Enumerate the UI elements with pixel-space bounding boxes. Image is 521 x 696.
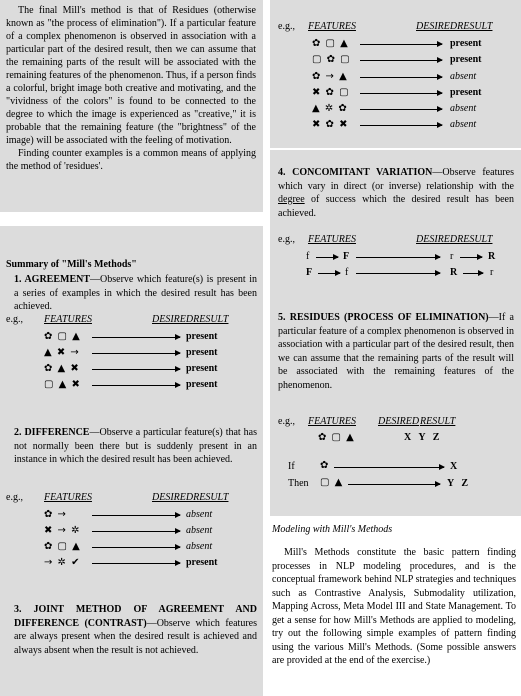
difference-row-3-features: ✿ ▢ ▲ xyxy=(44,541,81,553)
arrow xyxy=(356,257,440,258)
difference-row-4-result: present xyxy=(186,557,218,568)
joint-row-5-result: absent xyxy=(450,103,477,114)
difference-row-1-result: absent xyxy=(186,509,213,520)
features-header: FEATURES xyxy=(44,314,92,325)
residues-row-result: X Y Z xyxy=(404,432,440,443)
arrow xyxy=(92,337,180,338)
arrow xyxy=(92,547,180,548)
difference-row-2-result: absent xyxy=(186,525,213,536)
agreement-row-3-features: ✿ ▲ ✖ xyxy=(44,363,80,375)
intro-text xyxy=(6,4,256,173)
joint-row-3-result: absent xyxy=(450,71,477,82)
agreement-row-4-result: present xyxy=(186,379,218,390)
arrow xyxy=(360,93,442,94)
joint-row-3-features: ✿ → ▲ xyxy=(312,71,348,83)
agreement-row-1-result: present xyxy=(186,331,218,342)
arrow xyxy=(316,257,338,258)
eg-label: e.g., xyxy=(278,21,295,32)
arrow xyxy=(360,77,442,78)
difference-row-2-features: ✖ → ✲ xyxy=(44,525,81,537)
concomitant-row-1-r: r xyxy=(450,251,454,262)
arrow xyxy=(334,467,444,468)
summary-heading: Summary of "Mill's Methods" xyxy=(6,259,137,270)
desired-result-header: DESIREDRESULT xyxy=(152,314,229,325)
joint-row-4-features: ✖ ✿ ▢ xyxy=(312,87,350,99)
desired-result-header: DESIREDRESULT xyxy=(416,234,493,245)
arrow xyxy=(356,273,440,274)
features-header: FEATURES xyxy=(44,492,92,503)
residues-desc: —If a particular feature of a complex phenomenon is observed in association with a particular part of the desired result, then we can assume that the remaining parts of the result will be associated with the remaining features of the phenomenon. xyxy=(278,312,514,391)
arrow xyxy=(360,109,442,110)
difference-title: 2. DIFFERENCE xyxy=(14,427,90,438)
features-header: FEATURES xyxy=(308,21,356,32)
modeling-heading: Modeling with Mill's Methods xyxy=(272,524,393,535)
arrow xyxy=(360,60,442,61)
eg-label: e.g., xyxy=(278,416,295,427)
residues-example xyxy=(278,415,516,435)
concomitant-row-2-r: r xyxy=(490,267,494,278)
agreement-title: 1. AGREEMENT xyxy=(14,274,91,285)
residues-then-result: Y Z xyxy=(447,478,469,489)
agreement-text xyxy=(14,273,257,314)
difference-row-3-result: absent xyxy=(186,541,213,552)
residues-text xyxy=(278,311,514,392)
agreement-row-2-features: ▲ ✖ → xyxy=(44,347,80,359)
concomitant-degree: degree xyxy=(278,194,305,205)
arrow xyxy=(92,563,180,564)
joint-text xyxy=(14,603,257,657)
concomitant-title: 4. CONCOMITANT VARIATION xyxy=(278,167,433,178)
arrow xyxy=(360,125,442,126)
arrow xyxy=(318,273,340,274)
joint-row-2-features: ▢ ✿ ▢ xyxy=(312,54,351,66)
difference-row-1-features: ✿ → xyxy=(44,509,67,521)
arrow xyxy=(460,257,482,258)
concomitant-example xyxy=(278,233,516,253)
concomitant-row-2-f: f xyxy=(345,267,349,278)
difference-text xyxy=(14,426,257,467)
intro-paragraph-2: Finding counter examples is a common means of applying the method of 'residues'. xyxy=(6,148,256,172)
modeling-paragraph: Mill's Methods constitute the basic pattern finding processes in NLP modeling procedures, and is the conceptual framework behind NLP strategies and techniques such as Contrastive Analysis, Submodality utilization, Mapping Across, Meta Model III and State Management. To get a sense for how Mill's Methods are applied to modeling, try out the following simple examples of pattern finding using the various Mill's Methods. (Some possible answers are provided at the end of the exercise.) xyxy=(272,547,516,666)
joint-title: 3. JOINT METHOD OF AGREEMENT AND DIFFERENCE (CONTRAST) xyxy=(14,604,257,629)
concomitant-row-1-f: f xyxy=(306,251,310,262)
features-header: FEATURES xyxy=(308,234,356,245)
eg-label: e.g., xyxy=(6,492,23,503)
arrow xyxy=(92,531,180,532)
agreement-row-2-result: present xyxy=(186,347,218,358)
eg-label: e.g., xyxy=(278,234,295,245)
difference-row-4-features: → ✲ ✔ xyxy=(44,557,81,569)
arrow xyxy=(92,515,180,516)
residues-if-label: If xyxy=(288,461,295,472)
concomitant-desc-b: of success which the desired result has been achieved. xyxy=(278,194,514,219)
joint-row-1-features: ✿ ▢ ▲ xyxy=(312,38,349,50)
result-header: RESULT xyxy=(420,416,456,427)
concomitant-desc-a: —Observe features which vary in direct (or inverse) relationship with the xyxy=(278,167,515,192)
agreement-row-3-result: present xyxy=(186,363,218,374)
arrow xyxy=(92,385,180,386)
arrow xyxy=(348,484,440,485)
eg-label: e.g., xyxy=(6,314,23,325)
joint-row-2-result: present xyxy=(450,54,482,65)
joint-row-6-result: absent xyxy=(450,119,477,130)
difference-desc: —Observe a particular feature(s) that has not normally been there but is suddenly present in an instance in which the desired result has been achieved. xyxy=(14,427,257,465)
features-header: FEATURES xyxy=(308,416,356,427)
desired-result-header: DESIREDRESULT xyxy=(416,21,493,32)
joint-desc: —Observe which features are always present when the desired result is achieved and always absent when the result is not achieved. xyxy=(14,617,257,656)
joint-row-5-features: ▲ ✲ ✿ xyxy=(312,103,348,115)
residues-if-feature: ✿ xyxy=(320,460,330,472)
agreement-desc: —Observe which feature(s) is present in a series of examples in which the desired result has been achieved. xyxy=(14,274,257,312)
arrow xyxy=(463,273,483,274)
intro-paragraph-1: The final Mill's method is that of Residues (otherwise known as "the process of elimination"). If a particular feature of a complex phenomenon is observed in association with a particular part of the desired result, then we can assume that the remaining parts of the result will be associated with the remaining features of the phenomenon. Thus, if a person finds a colorful, bright image both creative and motivating, and the "vividness of the colors" is found to be connected to the degree to which the image is experienced as "creative," it is probable that the remaining feature (the "brightness" of the image) will be associated with the feeling of motivation. xyxy=(6,5,256,146)
concomitant-text xyxy=(278,166,514,220)
joint-row-1-result: present xyxy=(450,38,482,49)
residues-then-features: ▢ ▲ xyxy=(320,477,344,489)
agreement-row-1-features: ✿ ▢ ▲ xyxy=(44,331,81,343)
concomitant-row-1-R: R xyxy=(488,251,496,262)
residues-row-features: ✿ ▢ ▲ xyxy=(318,432,355,444)
concomitant-row-2-F: F xyxy=(306,267,313,278)
desired-header: DESIRED xyxy=(378,416,420,427)
joint-row-6-features: ✖ ✿ ✖ xyxy=(312,119,349,131)
arrow xyxy=(360,44,442,45)
concomitant-row-2-R: R xyxy=(450,267,458,278)
joint-row-4-result: present xyxy=(450,87,482,98)
modeling-text xyxy=(272,546,516,668)
arrow xyxy=(92,353,180,354)
desired-result-header: DESIREDRESULT xyxy=(152,492,229,503)
residues-if-result: X xyxy=(450,461,458,472)
agreement-row-4-features: ▢ ▲ ✖ xyxy=(44,379,81,391)
arrow xyxy=(92,369,180,370)
concomitant-row-1-F: F xyxy=(343,251,350,262)
residues-title: 5. RESIDUES (PROCESS OF ELIMINATION) xyxy=(278,312,489,323)
residues-then-label: Then xyxy=(288,478,309,489)
